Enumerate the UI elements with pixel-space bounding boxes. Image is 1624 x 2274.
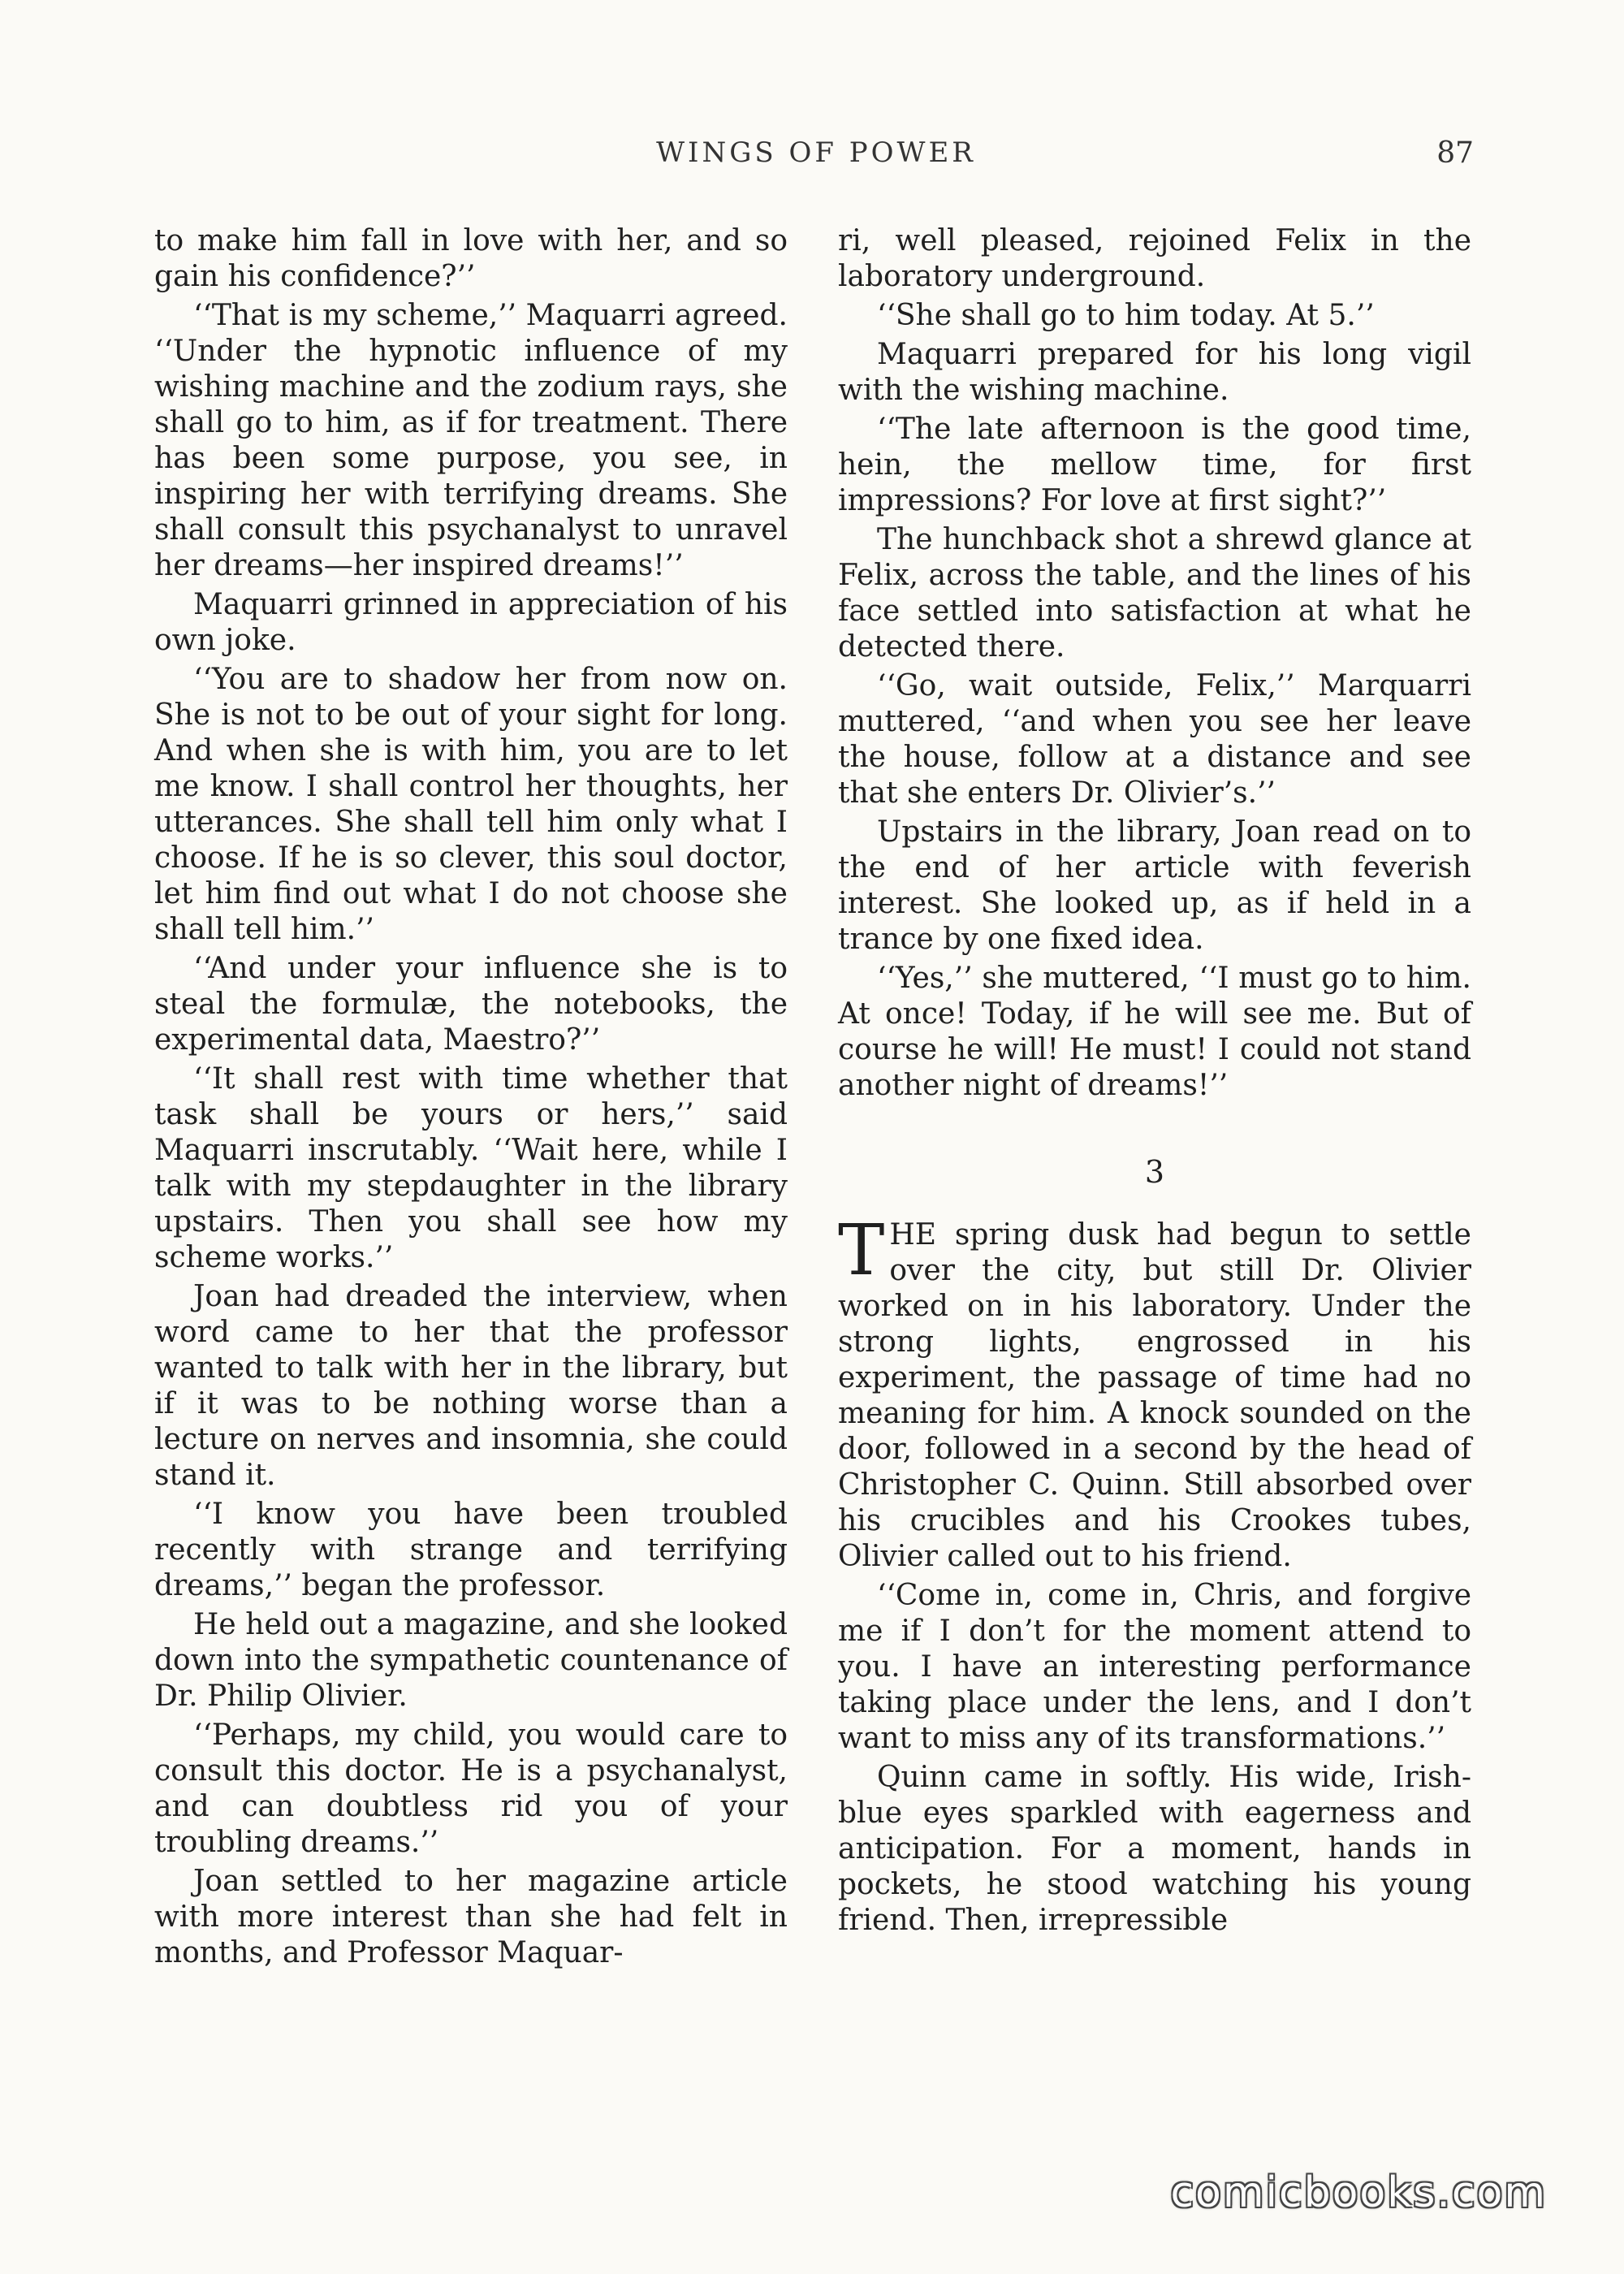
drop-cap: T	[838, 1210, 885, 1291]
paragraph: He held out a magazine, and she looked down into the sympathetic countenance of Dr. Philip Olivier.	[154, 1608, 788, 1713]
paragraph: ‘‘You are to shadow her from now on. She is not to be out of your sight for long. And when she is with him, you are to let me know. I shall control her thoughts, her utterances. She shall tell him only what I choose. If he is so clever, this soul doctor, let him find out what I do not choose she shall tell him.’’	[154, 663, 788, 946]
left-column	[154, 223, 788, 1974]
running-title: WINGS OF POWER	[656, 136, 976, 169]
paragraph: ‘‘And under your influence she is to steal the formulæ, the notebooks, the experimental data, Maestro?’’	[154, 952, 788, 1057]
paragraph: Joan settled to her magazine article with more interest than she had felt in months, and Professor Maquar-	[154, 1865, 788, 1969]
paragraph: Maquarri grinned in appreciation of his own joke.	[154, 588, 788, 657]
paragraph: ‘‘I know you have been troubled recently with strange and terrifying dreams,’’ began the professor.	[154, 1498, 788, 1602]
paragraph: ‘‘She shall go to him today. At 5.’’	[877, 299, 1375, 332]
paragraph: ‘‘Go, wait outside, Felix,’’ Marquarri muttered, ‘‘and when you see her leave the house, follow at a distance and see that she enters Dr. Olivier’s.’’	[838, 669, 1471, 810]
right-column	[838, 223, 1471, 1942]
paragraph-text: HE spring dusk had begun to settle over the city, but still Dr. Olivier worked on in his laboratory. Under the strong lights, engrossed in his experiment, the passage of time had no meaning for him. A knock sounded on the door, followed in a second by the head of Christopher C. Quinn. Still absorbed over his crucibles and his Crookes tubes, Olivier called out to his friend.	[838, 1218, 1471, 1573]
paragraph: ri, well pleased, rejoined Felix in the laboratory underground.	[838, 224, 1471, 293]
section-opening-paragraph	[838, 1210, 1471, 1575]
page-number: 87	[1436, 136, 1474, 170]
paragraph: Maquarri prepared for his long vigil with the wishing machine.	[838, 338, 1471, 407]
paragraph: to make him fall in love with her, and so gain his confidence?’’	[154, 224, 788, 293]
paragraph: ‘‘Come in, come in, Chris, and forgive me if I don’t for the moment attend to you. I have an interesting performance taking place under the lens, and I don’t want to miss any of its transformations.’’	[838, 1579, 1471, 1755]
page-header	[158, 136, 1474, 185]
watermark: comicbooks.com	[1170, 2168, 1547, 2217]
section-number: 3	[1144, 1154, 1165, 1190]
paragraph: ‘‘Perhaps, my child, you would care to consult this doctor. He is a psychanalyst, and can doubtless rid you of your troubling dreams.’’	[154, 1718, 788, 1859]
paragraph: Upstairs in the library, Joan read on to the end of her article with feverish interest. She looked up, as if held in a trance by one fixed idea.	[838, 815, 1471, 956]
paragraph: Quinn came in softly. His wide, Irish-blue eyes sparkled with eagerness and anticipation. For a moment, hands in pockets, he stood watching his young friend. Then, irrepressible	[838, 1761, 1471, 1937]
paragraph: ‘‘It shall rest with time whether that task shall be yours or hers,’’ said Maquarri inscrutably. ‘‘Wait here, while I talk with my stepdaughter in the library upstairs. Then you shall see how my scheme works.’’	[154, 1062, 788, 1274]
paragraph: The hunchback shot a shrewd glance at Felix, across the table, and the lines of his face settled into satisfaction at what he detected there.	[838, 523, 1471, 664]
paragraph: ‘‘Yes,’’ she muttered, ‘‘I must go to him. At once! Today, if he will see me. But of course he will! He must! I could not stand another night of dreams!’’	[838, 962, 1471, 1102]
paragraph: ‘‘The late afternoon is the good time, hein, the mellow time, for first impressions? For love at first sight?’’	[838, 413, 1471, 517]
paragraph: Joan had dreaded the interview, when word came to her that the professor wanted to talk with her in the library, but if it was to be nothing worse than a lecture on nerves and insomnia, she could stand it.	[154, 1280, 788, 1492]
paragraph: ‘‘That is my scheme,’’ Maquarri agreed. ‘‘Under the hypnotic influence of my wishing machine and the zodium rays, she shall go to him, as if for treatment. There has been some purpose, you see, in inspiring her with terrifying dreams. She shall consult this psychanalyst to unravel her dreams—her inspired dreams!’’	[154, 299, 788, 582]
